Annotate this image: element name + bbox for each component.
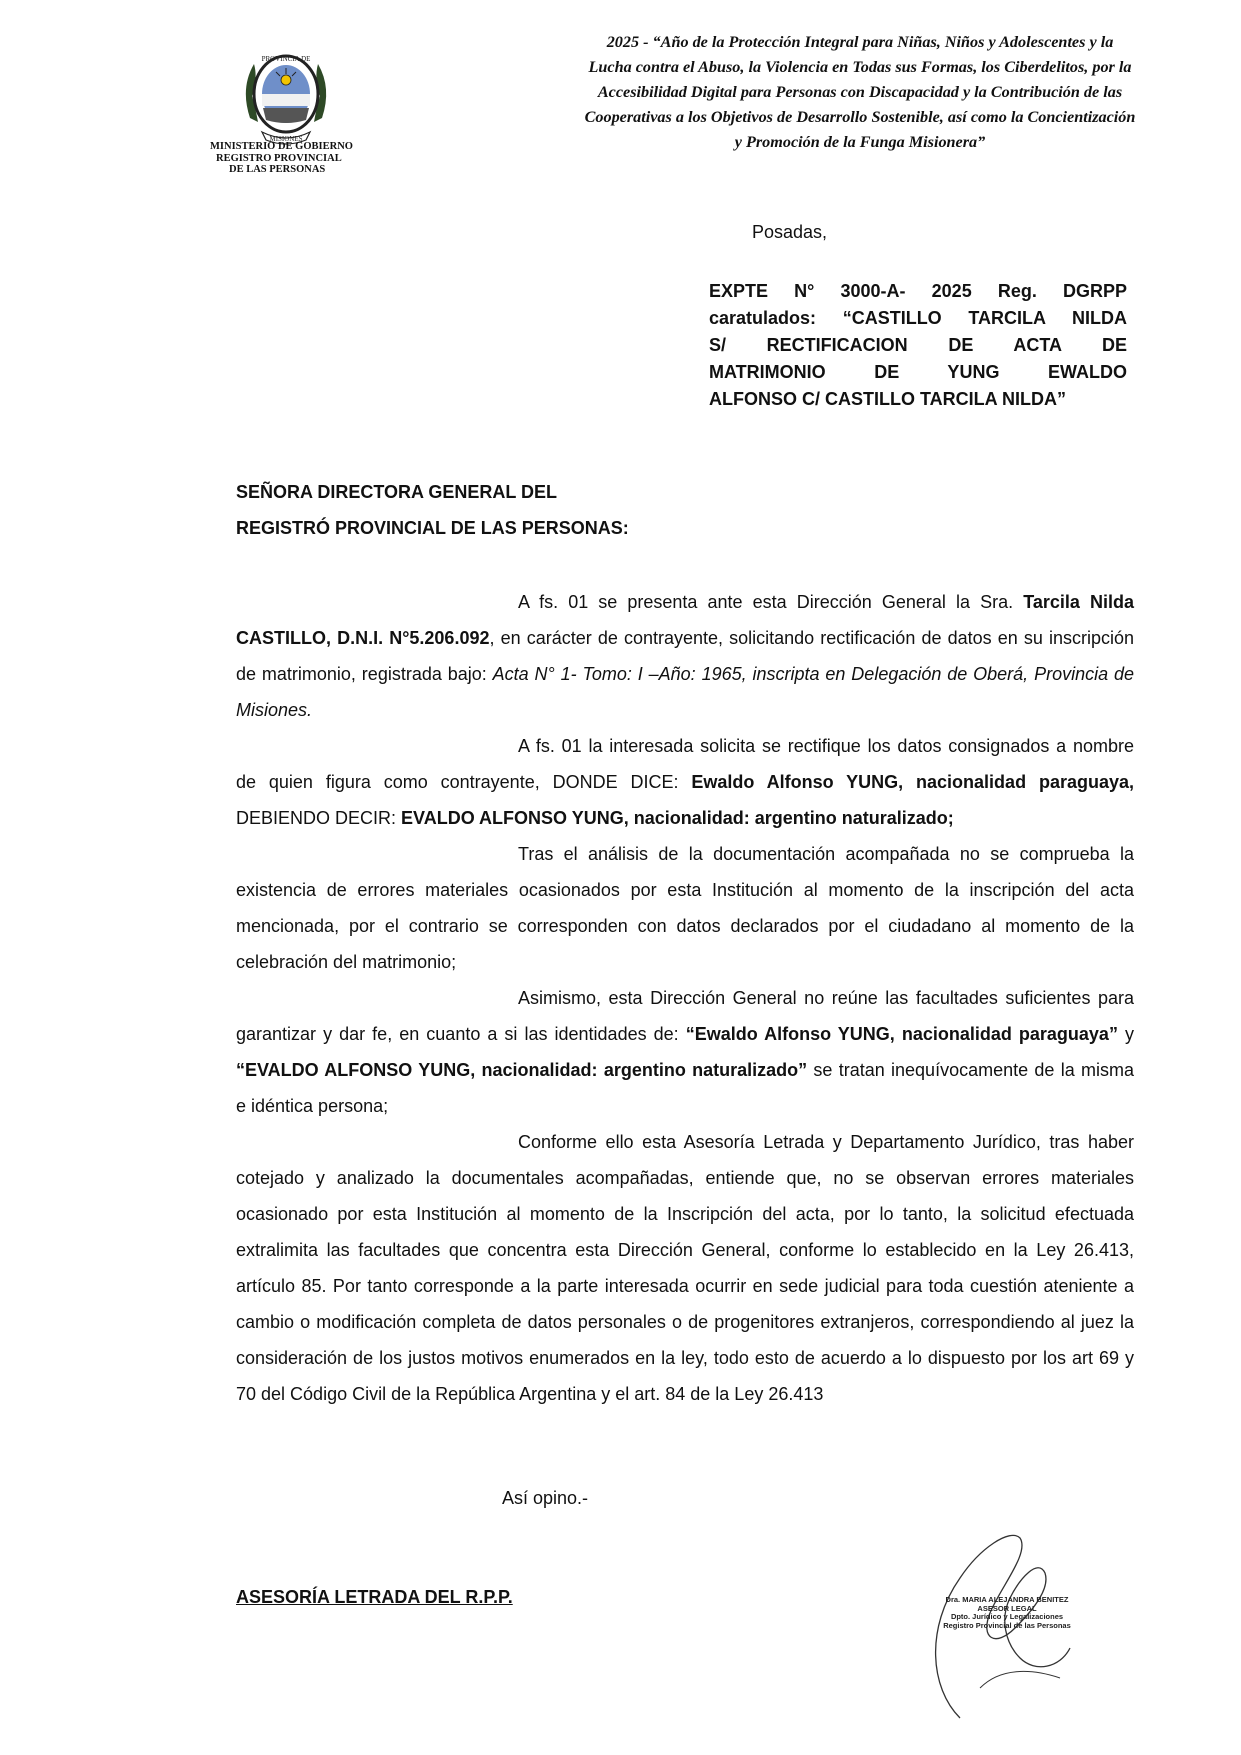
motto-line: Accesibilidad Digital para Personas con Discapacidad y la Contribución de las: [597, 83, 1123, 101]
bold-text: EVALDO ALFONSO YUNG, nacionalidad: argentino naturalizado;: [401, 808, 954, 828]
paragraph: [236, 584, 1134, 728]
file-reference-line: EXPTE N° 3000-A- 2025 Reg. DGRPP: [709, 281, 1127, 301]
closing-text: Así opino.-: [502, 1488, 589, 1508]
bold-text: Tarcila Nilda CASTILLO, D.N.I. N°5.206.092: [236, 592, 1134, 648]
text: Asimismo, esta Dirección General no reúne las facultades suficientes para garantizar y dar fe, en cuanto a si las identidades de:: [236, 988, 1134, 1044]
stamp-line: ASESOR LEGAL: [977, 1603, 1037, 1613]
bold-text: Ewaldo Alfonso YUNG, nacionalidad paraguaya,: [691, 772, 1134, 792]
document-body: [236, 584, 1134, 1412]
place-date: Posadas,: [752, 222, 828, 242]
stamp-line: Dpto. Jurídico y Legalizaciones: [950, 1612, 1064, 1621]
paragraph: Conforme ello esta Asesoría Letrada y Departamento Jurídico, tras haber cotejado y analizado la documentales acompañadas, entiende que, no se observan errores materiales ocasionado por esta Institución al momento de la Inscripción del acta, por lo tanto, la solicitud efectuada extralimita las facultades que concentra esta Dirección General, conforme lo establecido en la Ley 26.413, artículo 85. Por tanto corresponde a la parte interesada ocurrir en sede judicial para toda cuestión ateniente a cambio o modificación completa de datos personales o de progenitores extranjeros, correspondiendo al juez la consideración de los justos motivos enumerados en la ley, todo esto de acuerdo a lo dispuesto por los art 69 y 70 del Código Civil de la República Argentina y el art. 84 de la Ley 26.413: [236, 1132, 1134, 1404]
signature-label: ASESORÍA LETRADA DEL R.P.P.: [236, 1587, 513, 1607]
stamp-line: Registro Provincial de las Personas: [943, 1620, 1071, 1630]
text: y: [1117, 1024, 1134, 1044]
file-reference-line: ALFONSO C/ CASTILLO TARCILA NILDA”: [709, 389, 1066, 409]
motto-line: Cooperativas a los Objetivos de Desarrollo Sostenible, así como la Concientización: [584, 108, 1136, 126]
year-motto: [500, 30, 1220, 155]
addressee-line-1: SEÑORA DIRECTORA GENERAL DEL: [236, 482, 558, 502]
italic-text: Acta N° 1- Tomo: I –Año: 1965, inscripta en Delegación de Oberá, Provincia de Misiones.: [236, 664, 1135, 720]
ministry-line: MINISTERIO DE GOBIERNO: [210, 141, 353, 152]
official-stamp: [942, 1596, 1072, 1630]
logo-text-top: PROVINCIA DE: [261, 55, 311, 63]
logo-text-bottom: MISIONES: [269, 135, 303, 143]
ministry-line: DE LAS PERSONAS: [229, 164, 326, 175]
text: , en carácter de contrayente, solicitando rectificación de datos en su inscripción de matrimonio, registrada bajo:: [236, 628, 1134, 684]
provincial-coat-of-arms: [236, 48, 336, 146]
text: A fs. 01 la interesada solicita se rectifique los datos consignados a nombre de quien figura como contrayente, DONDE DICE:: [236, 736, 1134, 792]
addressee-line-2: REGISTRÓ PROVINCIAL DE LAS PERSONAS:: [236, 518, 629, 538]
ministry-line: REGISTRO PROVINCIAL: [216, 152, 342, 164]
paragraph: [236, 980, 1134, 1124]
file-reference-line: S/ RECTIFICACION DE ACTA DE: [709, 335, 1127, 355]
ministry-heading: [210, 141, 400, 176]
file-reference: [709, 278, 1127, 413]
text: DEBIENDO DECIR:: [236, 808, 402, 828]
file-reference-line: caratulados: “CASTILLO TARCILA NILDA: [709, 308, 1127, 328]
text: A fs. 01 se presenta ante esta Dirección General la Sra.: [518, 592, 1024, 612]
motto-line: 2025 - “Año de la Protección Integral para Niñas, Niños y Adolescentes y la: [606, 33, 1114, 51]
motto-line: y Promoción de la Funga Misionera”: [734, 133, 986, 151]
file-reference-line: MATRIMONIO DE YUNG EWALDO: [709, 362, 1127, 382]
bold-text: “Ewaldo Alfonso YUNG, nacionalidad paraguaya”: [685, 1024, 1118, 1044]
stamp-line: Dra. MARIA ALEJANDRA BENITEZ: [945, 1595, 1069, 1604]
paragraph: [236, 728, 1134, 836]
motto-line: Lucha contra el Abuso, la Violencia en Todas sus Formas, los Ciberdelitos, por la: [588, 58, 1132, 76]
bold-text: “EVALDO ALFONSO YUNG, nacionalidad: argentino naturalizado”: [236, 1060, 808, 1080]
paragraph: Tras el análisis de la documentación acompañada no se comprueba la existencia de errores materiales ocasionados por esta Institución al momento de la inscripción del acta mencionada, por el contrario se corresponden con datos declarados por el ciudadano al momento de la celebración del matrimonio;: [236, 844, 1134, 972]
text: se tratan inequívocamente de la misma e idéntica persona;: [236, 1060, 1135, 1116]
